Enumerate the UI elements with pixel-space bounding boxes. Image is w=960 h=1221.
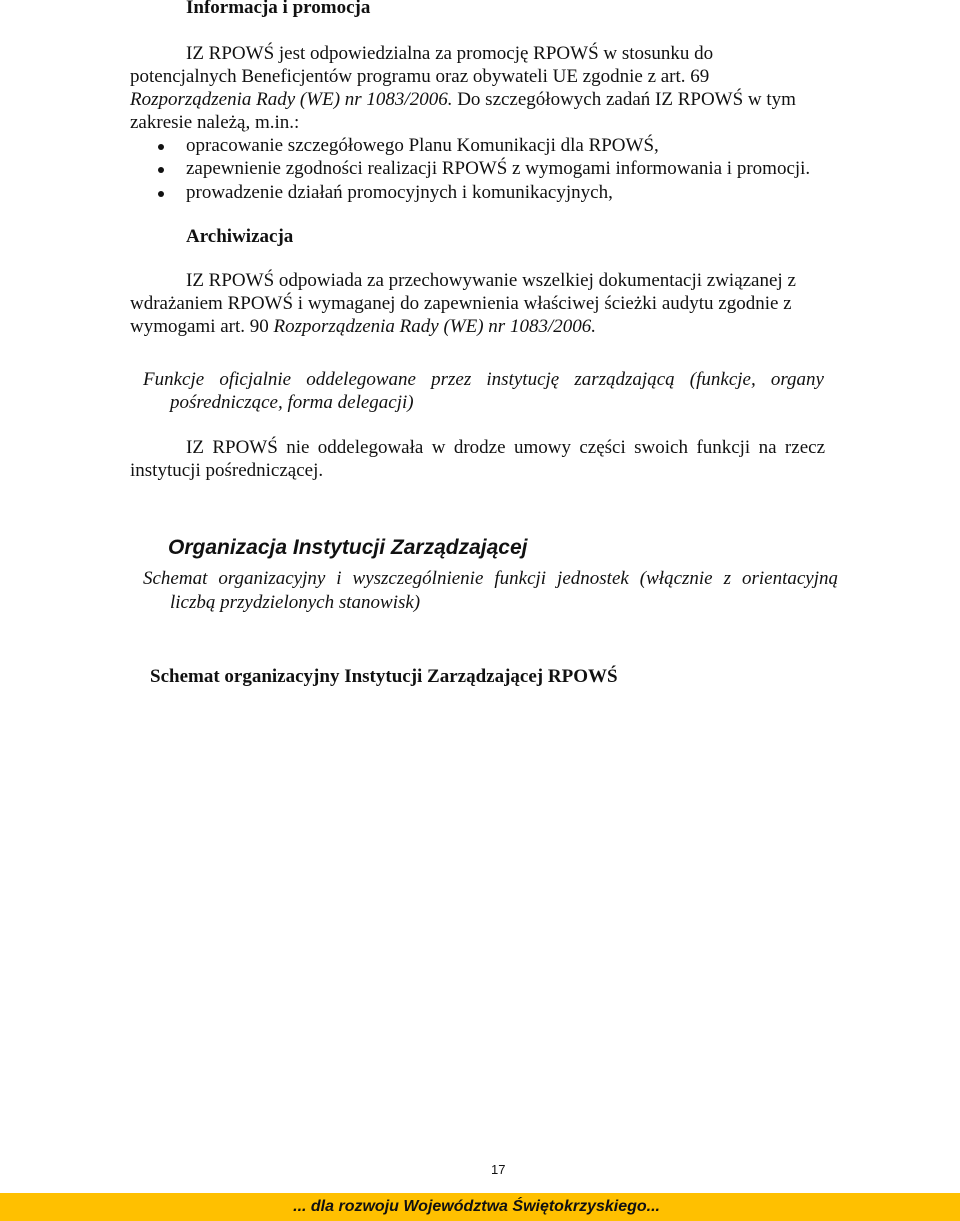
promo-bullet-1: opracowanie szczegółowego Planu Komunikacji dla RPOWŚ, <box>186 135 659 156</box>
org-subheading-line-2: liczbą przydzielonych stanowisk) <box>170 592 421 613</box>
functions-heading-line-2: pośredniczące, forma delegacji) <box>170 392 414 413</box>
section-heading-archive: Archiwizacja <box>186 226 294 247</box>
section-heading-organization: Organizacja Instytucji Zarządzającej <box>168 536 528 559</box>
promo-paragraph-line-4: zakresie należą, m.in.: <box>130 112 300 133</box>
archive-line-2: wdrażaniem RPOWŚ i wymaganej do zapewnienia właściwej ścieżki audytu zgodnie z <box>130 293 792 314</box>
functions-heading-line-1: Funkcje oficjalnie oddelegowane przez instytucję zarządzającą (funkcje, organy <box>143 369 824 390</box>
functions-line-2: instytucji pośredniczącej. <box>130 460 324 481</box>
promo-paragraph-line-3 <box>130 89 796 111</box>
section-heading-promo: Informacja i promocja <box>186 0 371 18</box>
promo-scope-intro: Do szczegółowych zadań IZ RPOWŚ w tym <box>452 89 796 110</box>
archive-regulation-ref: Rozporządzenia Rady (WE) nr 1083/2006. <box>273 316 596 337</box>
functions-line-1: IZ RPOWŚ nie oddelegowała w drodze umowy części swoich funkcji na rzecz <box>186 437 825 458</box>
functions-heading-line-1-wrap <box>143 369 824 391</box>
bullet-dot-2 <box>158 167 164 173</box>
bullet-dot-1 <box>158 144 164 150</box>
org-subheading-line-1-wrap <box>143 568 838 590</box>
promo-regulation-ref: Rozporządzenia Rady (WE) nr 1083/2006. <box>130 89 453 110</box>
org-schema-title: Schemat organizacyjny Instytucji Zarządzającej RPOWŚ <box>150 666 618 687</box>
promo-paragraph-line-1: IZ RPOWŚ jest odpowiedzialna za promocję RPOWŚ w stosunku do <box>186 43 714 64</box>
org-subheading-line-1: Schemat organizacyjny i wyszczególnienie funkcji jednostek (włącznie z orientacyjną <box>143 568 838 589</box>
functions-line-1-wrap <box>186 437 825 459</box>
bullet-dot-3 <box>158 191 164 197</box>
archive-line-1: IZ RPOWŚ odpowiada za przechowywanie wszelkiej dokumentacji związanej z <box>186 270 796 291</box>
page-number: 17 <box>491 1162 506 1177</box>
promo-bullet-3: prowadzenie działań promocyjnych i komunikacyjnych, <box>186 182 613 203</box>
promo-bullet-2: zapewnienie zgodności realizacji RPOWŚ z wymogami informowania i promocji. <box>186 158 811 179</box>
footer-tagline: ... dla rozwoju Województwa Świętokrzyskiego... <box>293 1198 660 1215</box>
archive-article-ref: wymogami art. 90 <box>130 316 274 337</box>
archive-line-3 <box>130 316 596 338</box>
promo-paragraph-line-2: potencjalnych Beneficjentów programu oraz obywateli UE zgodnie z art. 69 <box>130 66 710 87</box>
